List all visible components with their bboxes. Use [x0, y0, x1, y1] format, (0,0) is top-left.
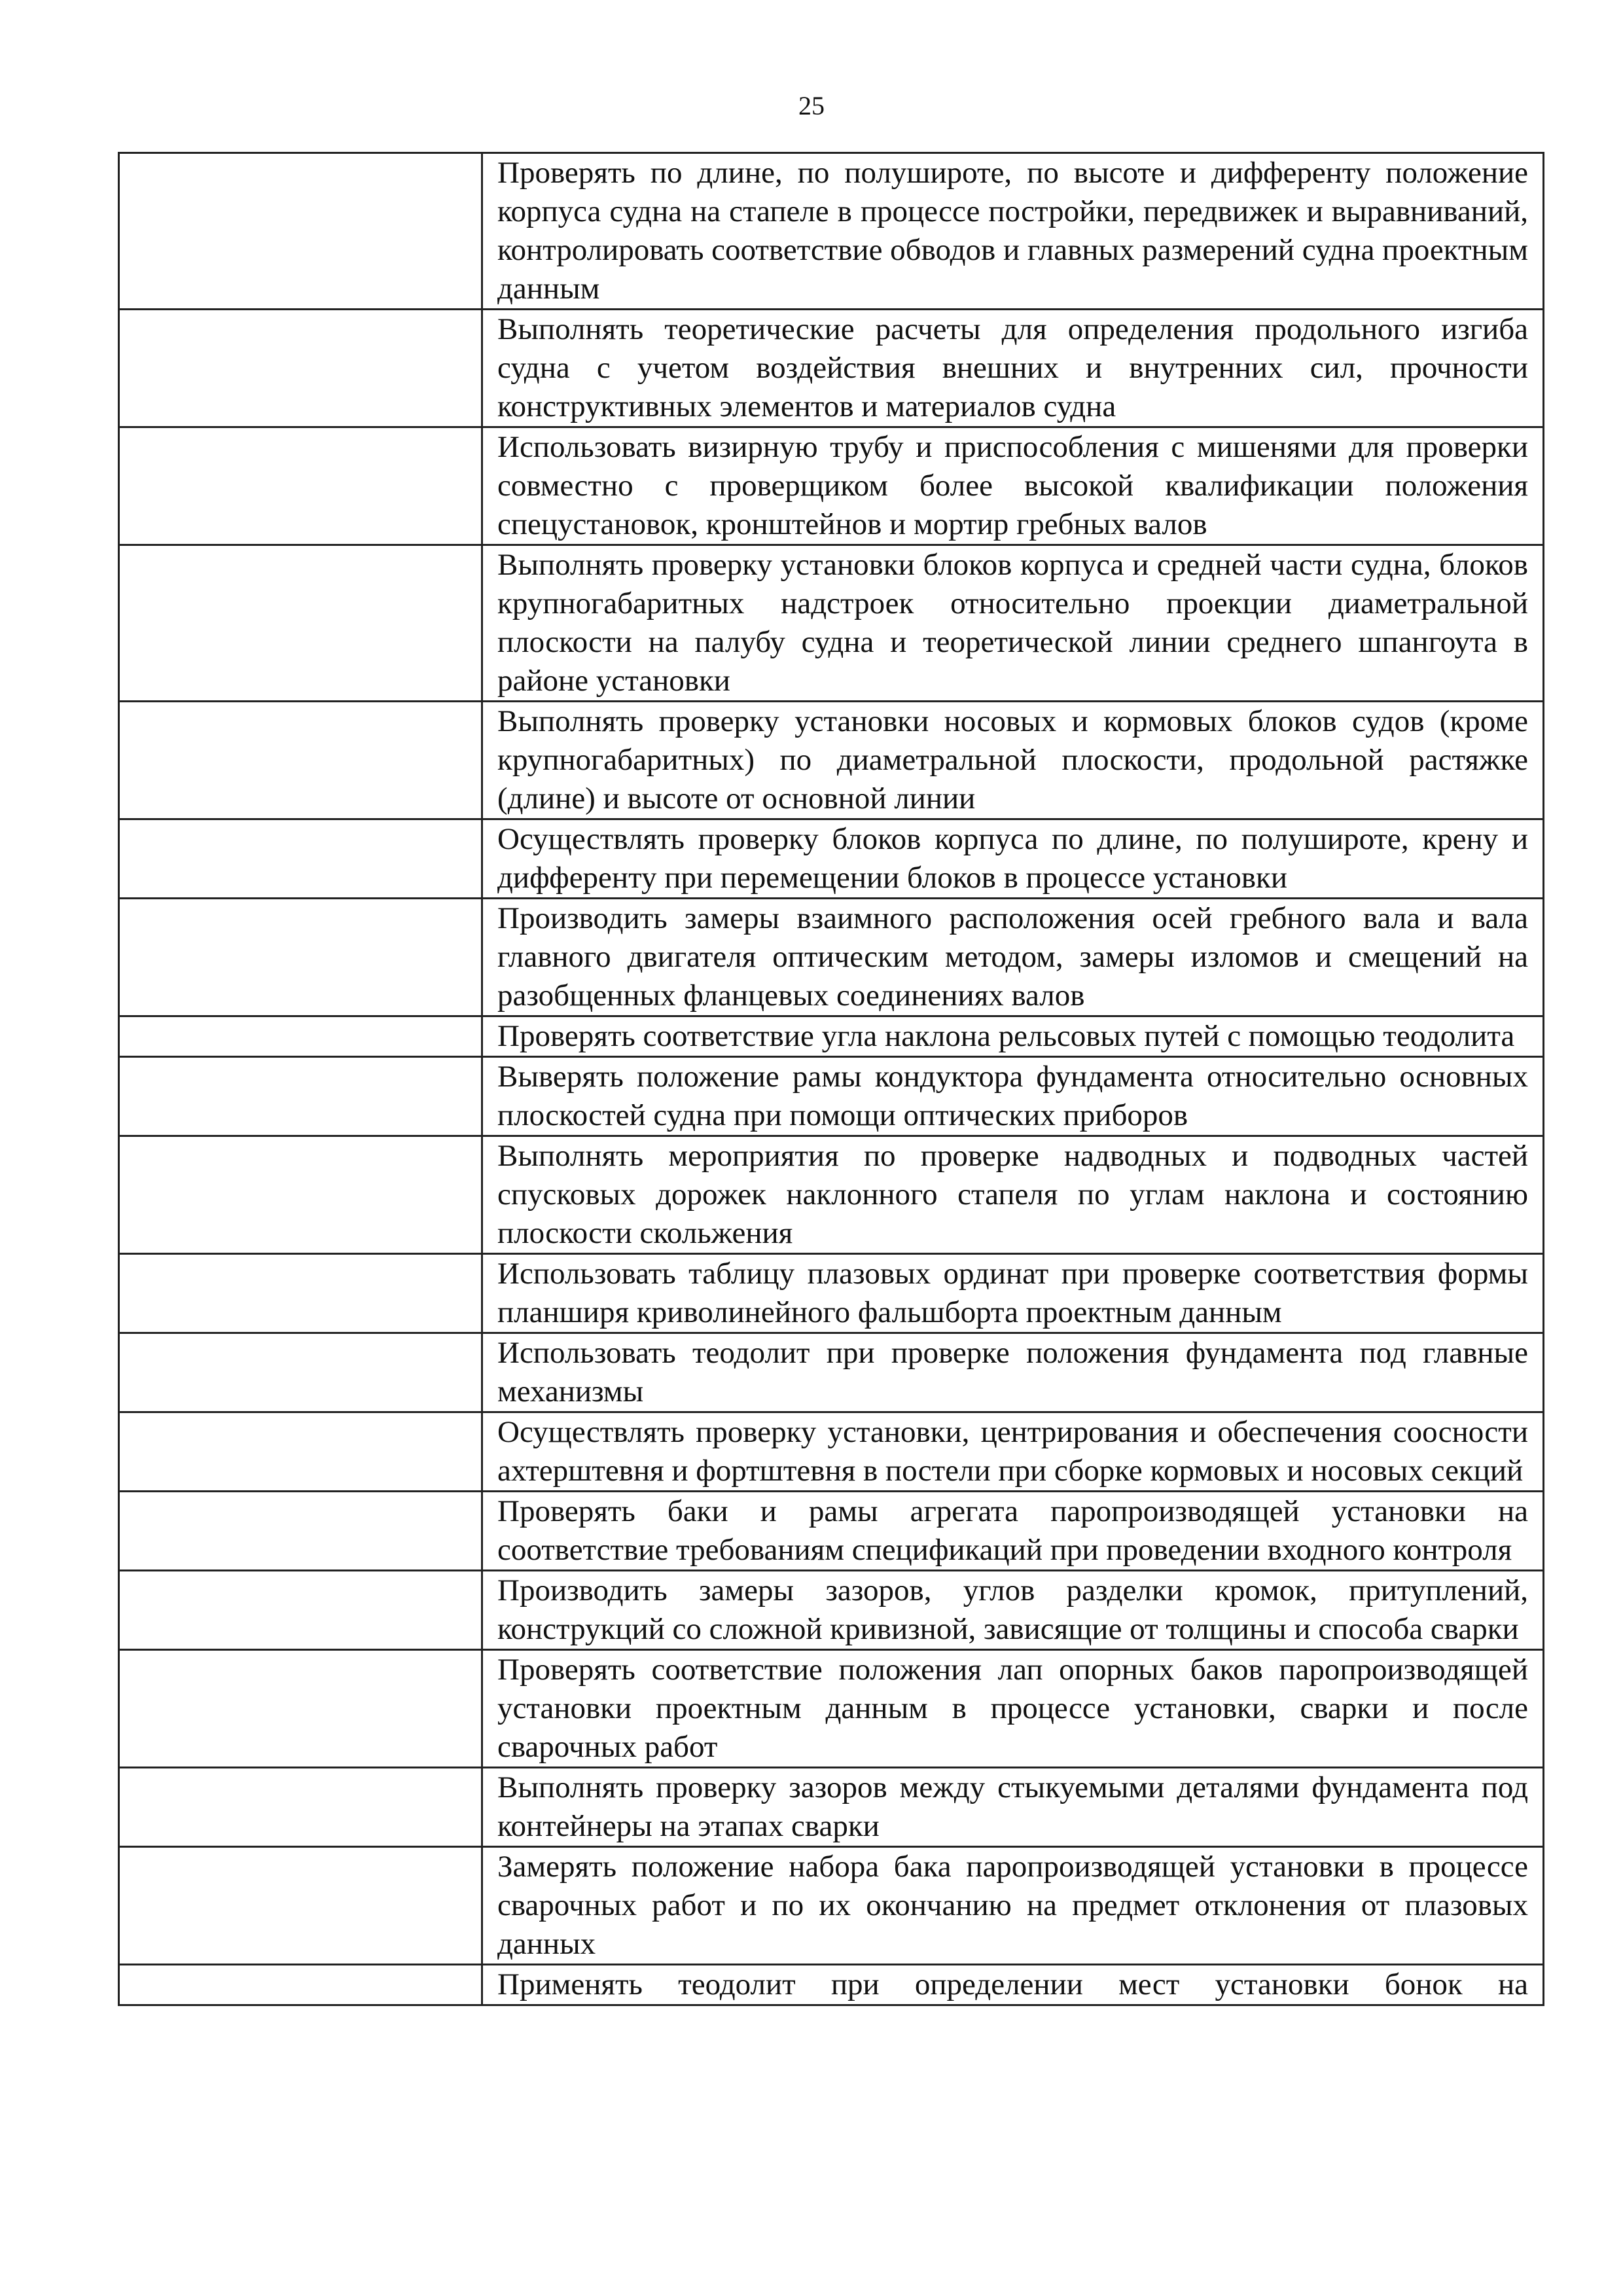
- left-cell: [119, 1254, 482, 1333]
- skill-text: Осуществлять проверку блоков корпуса по длине, по полушироте, крену и дифференту при перемещении блоков в процессе установки: [497, 822, 1528, 895]
- skill-text: Выполнять проверку зазоров между стыкуемыми деталями фундамента под контейнеры на этапах сварки: [497, 1770, 1528, 1843]
- skill-cell: [482, 1847, 1544, 1965]
- table-row: [119, 1571, 1544, 1650]
- skill-text: Производить замеры зазоров, углов разделки кромок, притуплений, конструкций со сложной кривизной, зависящие от толщины и способа сварки: [497, 1573, 1528, 1646]
- left-cell: [119, 1492, 482, 1571]
- skill-cell: [482, 1492, 1544, 1571]
- skill-cell: [482, 1057, 1544, 1136]
- skill-text: Выполнять проверку установки носовых и кормовых блоков судов (кроме крупногабаритных) по диаметральной плоскости, продольной растяжке (длине) и высоте от основной линии: [497, 704, 1528, 816]
- table-row: [119, 1057, 1544, 1136]
- table-row: [119, 1492, 1544, 1571]
- table-row: [119, 1847, 1544, 1965]
- left-cell: [119, 1650, 482, 1768]
- page-number: 25: [798, 91, 825, 120]
- left-cell: [119, 1571, 482, 1650]
- skill-cell: [482, 1650, 1544, 1768]
- skill-text: Проверять соответствие угла наклона рельсовых путей с помощью теодолита: [497, 1019, 1515, 1053]
- skill-text: Использовать визирную трубу и приспособления с мишенями для проверки совместно с проверщиком более высокой квалификации положения спецустановок, кронштейнов и мортир гребных валов: [497, 430, 1528, 541]
- skill-text: Выполнять проверку установки блоков корпуса и средней части судна, блоков крупногабаритных надстроек относительно проекции диаметральной плоскости на палубу судна и теоретической линии среднего шпангоута в районе установки: [497, 548, 1528, 698]
- skill-text: Выверять положение рамы кондуктора фундамента относительно основных плоскостей судна при помощи оптических приборов: [497, 1060, 1528, 1132]
- skill-text: Осуществлять проверку установки, центрирования и обеспечения соосности ахтерштевня и фортштевня в постели при сборке кормовых и носовых секций: [497, 1415, 1528, 1488]
- skill-text: Производить замеры взаимного расположения осей гребного вала и вала главного двигателя оптическим методом, замеры изломов и смещений на разобщенных фланцевых соединениях валов: [497, 901, 1528, 1013]
- skill-text: Замерять положение набора бака паропроизводящей установки в процессе сварочных работ и по их окончанию на предмет отклонения от плазовых данных: [497, 1850, 1528, 1961]
- table-row: [119, 1254, 1544, 1333]
- table-row: [119, 1016, 1544, 1057]
- skill-text: Проверять баки и рамы агрегата паропроизводящей установки на соответствие требованиям спецификаций при проведении входного контроля: [497, 1494, 1528, 1567]
- skill-text: Проверять по длине, по полушироте, по высоте и дифференту положение корпуса судна на стапеле в процессе постройки, передвижек и выравниваний, контролировать соответствие обводов и главных размерений судна проектным данным: [497, 156, 1528, 306]
- skill-cell: [482, 702, 1544, 819]
- skill-cell: [482, 1965, 1544, 2005]
- left-cell: [119, 545, 482, 702]
- left-cell: [119, 1016, 482, 1057]
- left-cell: [119, 1965, 482, 2005]
- skill-cell: [482, 545, 1544, 702]
- skill-cell: [482, 819, 1544, 899]
- left-cell: [119, 153, 482, 310]
- skill-cell: [482, 1333, 1544, 1412]
- table-row: [119, 899, 1544, 1016]
- left-cell: [119, 1333, 482, 1412]
- left-cell: [119, 427, 482, 545]
- left-cell: [119, 702, 482, 819]
- table-row: [119, 819, 1544, 899]
- skill-cell: [482, 1412, 1544, 1492]
- table-row: [119, 1412, 1544, 1492]
- table-row: [119, 1136, 1544, 1254]
- left-cell: [119, 1136, 482, 1254]
- skill-text: Выполнять теоретические расчеты для определения продольного изгиба судна с учетом воздействия внешних и внутренних сил, прочности конструктивных элементов и материалов судна: [497, 312, 1528, 423]
- competency-table: [118, 152, 1544, 2006]
- table-row: [119, 1768, 1544, 1847]
- skill-text: Использовать таблицу плазовых ординат при проверке соответствия формы планширя криволинейного фальшборта проектным данным: [497, 1257, 1528, 1329]
- skill-cell: [482, 1016, 1544, 1057]
- skill-cell: [482, 1136, 1544, 1254]
- table-row: [119, 545, 1544, 702]
- table-row: [119, 427, 1544, 545]
- skill-cell: [482, 153, 1544, 310]
- table-body: [119, 153, 1544, 2005]
- table-row: [119, 1333, 1544, 1412]
- left-cell: [119, 899, 482, 1016]
- left-cell: [119, 819, 482, 899]
- left-cell: [119, 1057, 482, 1136]
- skill-text: Проверять соответствие положения лап опорных баков паропроизводящей установки проектным данным в процессе установки, сварки и после сварочных работ: [497, 1653, 1528, 1764]
- skill-cell: [482, 1768, 1544, 1847]
- left-cell: [119, 1768, 482, 1847]
- table-row: [119, 1965, 1544, 2005]
- table-row: [119, 310, 1544, 427]
- table-row: [119, 702, 1544, 819]
- skill-text: Использовать теодолит при проверке положения фундамента под главные механизмы: [497, 1336, 1528, 1408]
- left-cell: [119, 1412, 482, 1492]
- skill-cell: [482, 899, 1544, 1016]
- skill-cell: [482, 1571, 1544, 1650]
- skill-cell: [482, 1254, 1544, 1333]
- left-cell: [119, 1847, 482, 1965]
- skill-cell: [482, 427, 1544, 545]
- table-row: [119, 153, 1544, 310]
- table-row: [119, 1650, 1544, 1768]
- skill-cell: [482, 310, 1544, 427]
- skill-text: Выполнять мероприятия по проверке надводных и подводных частей спусковых дорожек наклонного стапеля по углам наклона и состоянию плоскости скольжения: [497, 1139, 1528, 1250]
- left-cell: [119, 310, 482, 427]
- skill-text: Применять теодолит при определении мест установки бонок на: [497, 1967, 1528, 2001]
